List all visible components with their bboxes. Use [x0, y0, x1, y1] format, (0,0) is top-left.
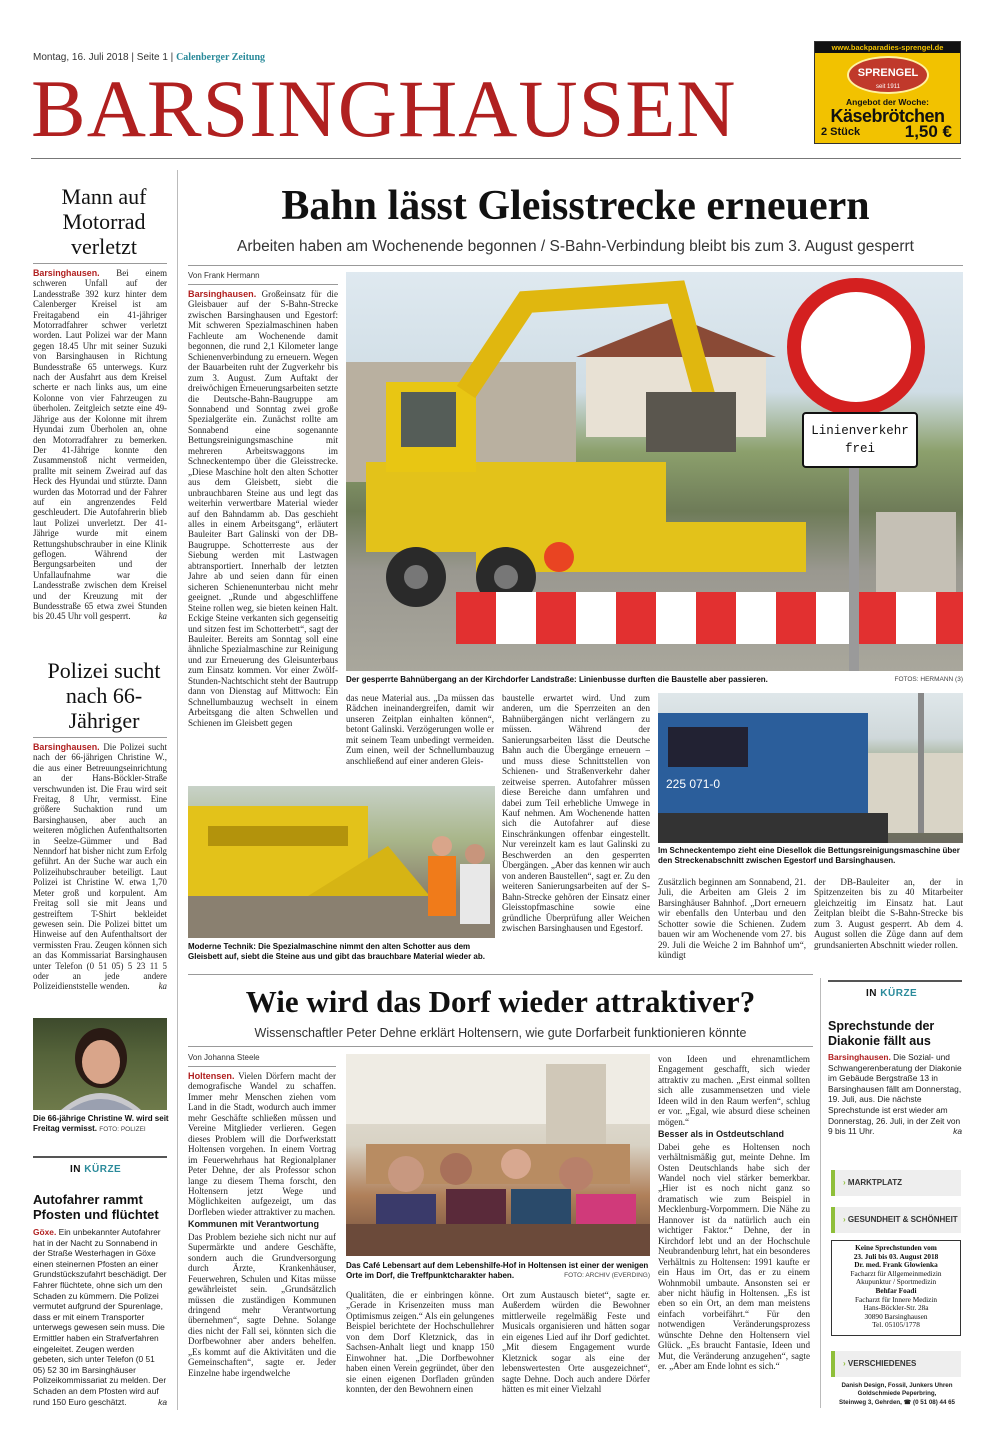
dateline — [33, 52, 265, 63]
sidebar-divider — [177, 170, 178, 1410]
sidebar-rule-1 — [33, 263, 167, 264]
machine-scene — [188, 786, 495, 938]
lead-main-credit: FOTOS: HERMANN (3) — [894, 676, 963, 683]
train-scene — [658, 693, 963, 843]
construction-scene — [346, 272, 963, 671]
second-author-rule — [188, 1066, 336, 1067]
doctor-ad-line7: Facharzt für Innere Medizin — [854, 1294, 938, 1304]
second-rule — [188, 1046, 813, 1047]
second-col1-subhead: Kommunen mit Verantwortung — [188, 1219, 320, 1230]
portrait-illustration — [33, 1018, 167, 1110]
lead-col3-text: baustelle erwartet wird. Und zum anderen, um die Sperrzeiten an den Bahnübergängen nicht verlängern zu müssen. Während der Sanierungsarbeiten lässt die Deutsche Bahn auch die Übergänge erneuern – und muss diese Schnittstellen von Schienen- und Straßenverkehr daher zeitweise sperren. Autofahrer müssen diese Bereiche dann umfahren und dabei zum Teil erhebliche Umwege in Kauf nehmen. Am Wochenende hatten sich die Autofahrer auf diese Einschränkungen offenbar eingestellt. Nur vereinzelt kam es laut Galinski zu Beschwerden an den gesperrten Übergängen. „Aber das kennen wir auch von anderen Baustellen“, sagt er. Zu den weiteren Sanierungsarbeiten auf der S-Bahn-Strecke gehören der Einsatz einer Gleisstopfmaschine sowie eine gründliche Überprüfung aller Weichen zwischen Barsinghausen und Egestorf. — [502, 693, 650, 933]
lead-machine-photo — [188, 786, 495, 938]
doctor-ad-line1: Keine Sprechstunden vom — [855, 1243, 937, 1252]
left-kurz-rule-top — [33, 1156, 167, 1158]
second-col2 — [346, 1290, 494, 1410]
second-col2-text: Qualitäten, die er einbringen könne. „Gerade in Krisenzeiten muss man Optimismus zeigen.“ Als ein gelungenes Beispiel berichtete der Hochschullehrer von dem Dorf Kletznick, das in Sachsen-Anhalt liegt und knapp 150 Einwohner hat. „Die Dorfbewohner haben einen Verein gegründet, über den sie einen eigenen Dorfladen gründen konnten, der den Bewohnern einen — [346, 1290, 494, 1395]
sidebar-story-1-dateline: Barsinghausen. — [33, 268, 100, 278]
bakery-brand: SPRENGEL — [857, 67, 919, 79]
doctor-ad-line9: 30890 Barsinghausen — [864, 1311, 928, 1321]
doctor-ad-line2: 23. Juli bis 03. August 2018 — [853, 1251, 939, 1261]
missing-woman-caption-text: Die 66-jährige Christine W. wird seit Freitag vermisst. — [33, 1114, 169, 1133]
jeweler-ad[interactable] — [831, 1382, 963, 1407]
gesundheit-label: GESUNDHEIT & SCHÖNHEIT — [847, 1215, 958, 1224]
lead-main-caption-text: Der gesperrte Bahnübergang an der Kirchdorfer Landstraße: Linienbusse durften die Baustelle aber passieren. — [346, 675, 768, 684]
lead-col4-text: Zusätzlich beginnen am Sonnabend, 21. Juli, die Arbeiten am Gleis 2 im Barsinghäuser Bahnhof. „Dort erneuern wir ebenfalls den Unterbau und den Schotter sowie die Schienen. Zudem bauen wir am Wochenende vom 27. bis 29. Juli die Weiche 2 im Bahnhof um“, kündigt — [658, 877, 806, 961]
lead-main-caption — [346, 675, 963, 685]
jeweler-ad-line1: Danish Design, Fossil, Junkers Uhren — [841, 1382, 953, 1389]
lead-author: Von Frank Hermann — [188, 271, 260, 280]
sidebar-story-2-sig: ka — [158, 981, 167, 992]
route-sign-line2: frei — [844, 442, 875, 456]
doctor-ad-line3: Dr. med. Frank Glowienka — [854, 1260, 938, 1270]
cafe-scene — [346, 1054, 650, 1256]
second-col1-text: Vielen Dörfern macht der demografische Wandel zu schaffen. Immer mehr Menschen ziehen vom Land in die Stadt, wodurch auch immer mehr Geschäfte schließen müssen und Vereine Mitglieder verlieren. Gegen dieses Problem will die Dorfwerkstatt Holtensen vorgehen. In einem Vortrag im Feuerwehrhaus hat Regionalplaner Peter Dehne, der als Professor schon lange zu diesem Thema forscht, den Holtensern jetzt Wege und Möglichkeiten aufgezeigt, um das Dorfleben wieder attraktiver zu machen. — [188, 1071, 336, 1217]
in-kuerze-left-label — [70, 1164, 121, 1175]
second-col4 — [658, 1054, 810, 1410]
ad-price: 1,50 € — [904, 122, 952, 141]
lead-dateline: Barsinghausen. — [188, 289, 257, 299]
marktplatz-arrow-icon: › — [843, 1178, 846, 1187]
lead-col1-text: Großeinsatz für die Gleisbauer auf der S-Bahn-Strecke zwischen Barsinghausen und Egestorf: Mit schweren Spezialmaschinen haben Fachleute am Wochenende damit begonnen, die rund 2,1 Kilometer lange Schienenverbindung zu erneuern. Wegen der Bauarbeiten ruht der Zugverkehr bis zum 3. August. Zum Auftakt der dreiwöchigen Erneuerungsarbeiten setzte die Deutsche-Bahn-Baugruppe am Sonnabend und Sonntag zwei große Spezialgeräte ein. Zunächst rollte am Sonnabend eine sogenannte Bettungsreinigungsmaschine mit mehreren Arbeitswaggons im Schneckentempo über die Gleisstrecke. „Diese Maschine holt den alten Schotter aus dem Gleisbett, siebt die unbrauchbaren Steine aus und legt das weiterhin verwertbare Material wieder auf den Bahndamm ab. Das geschieht alles in einem Arbeitsgang“, erläutert Bauleiter Bart Galinski von der DB-Baugruppe. Schotterreste aus der Siebung werden mit Lastwagen abtransportiert. Innerhalb der letzten Jahre ab und seien dann für einen sicheren Schienenunterbau nicht mehr geeignet. „Runde und abgeschliffene Steine rollen weg, sie bieten keinen Halt. Eckige Steine verkanten sich gegenseitig und sitzen fest im Schotterbett“, sagt der Bauleiter. Bereits am Sonntag soll eine ähnliche Spezialmaschine zur Reinigung und zur Erneuerung des Gleisunterbaus zum Einsatz kommen. Vor einer Zwölf-Stunden-Nachtschicht steht der Bautrupp dann von Dienstag auf Mittwoch: Ein Schnellumbauzug wechselt in einem Arbeitsgang die alten Schwellen und Schienen im Gleisbett gegen — [188, 289, 338, 728]
doctor-ad-line8: Hans-Böckler-Str. 28a — [863, 1303, 929, 1313]
lead-col3 — [502, 693, 650, 963]
right-kurz-rule-top — [828, 980, 962, 982]
lead-train-caption: Im Schneckentempo zieht eine Diesellok die Bettungsreinigungsmaschine über den Streckenabschnitt zwischen Egestorf und Barsinghausen. — [658, 846, 960, 865]
in-kuerze-right-label — [866, 988, 917, 999]
in-kuerze-left-in: IN — [70, 1164, 81, 1175]
second-headline: Wie wird das Dorf wieder attraktiver? — [245, 984, 756, 1019]
verschiedenes-label: VERSCHIEDENES — [847, 1359, 917, 1368]
in-kuerze-right-k: KÜRZE — [880, 988, 918, 999]
sidebar-headline-2: Polizei sucht nach 66-Jähriger — [47, 658, 161, 733]
lead-col5 — [814, 877, 963, 963]
in-kuerze-right-in: IN — [866, 988, 877, 999]
sidebar-headline-1: Mann auf Motorrad verletzt — [61, 184, 147, 259]
in-kuerze-right-text — [828, 1052, 962, 1142]
header-rule — [31, 158, 961, 159]
second-col4-subhead: Besser als in Ostdeutschland — [658, 1129, 785, 1140]
in-kuerze-left-title: Autofahrer rammt Pfosten und flüchtet — [33, 1192, 159, 1222]
gesundheit-arrow-icon: › — [843, 1215, 846, 1224]
ad-url: www.backparadies-sprengel.de — [815, 42, 960, 53]
doctor-ad-line4: Facharzt für Allgemeinmedizin — [850, 1268, 942, 1278]
second-col4-text: von Ideen und ehrenamtlichem Engagement geschafft, sich wieder attraktiv zu machen. „Erst einmal sollten sich alle zusammensetzen und viele Ideen wild in den Raum werfen“, schlug er vor. „Egal, wie absurd diese scheinen mögen.“ — [658, 1054, 810, 1127]
route-sign-line1: Linienverkehr — [811, 424, 909, 438]
route-sign — [802, 412, 918, 468]
second-author: Von Johanna Steele — [188, 1053, 260, 1062]
sidebar-story-2-text — [33, 742, 167, 1014]
in-kuerze-left-dateline: Göxe. — [33, 1227, 57, 1237]
lead-col1 — [188, 289, 338, 783]
second-col1-text2: Das Problem beziehe sich nicht nur auf Supermärkte und andere Geschäfte, sondern auch die Grundversorgung durch Ärzte, Krankenhäuser, Feuerwehren, Schulen und Kitas müsse gewährleistet sein. „Grundsätzlich müssen die zuständigen Kommunen dringend mehr Verantwortung übernehmen“, sagte Dehne. Solange dies nicht der Fall sei, könnten sich die Dorfbewohner aber anders behelfen. „Es kommt auf die Aktivitäten und die Gemeinschaften“, sagte er. Jeder Einzelne habe irgendwelche — [188, 1231, 336, 1378]
sidebar-story-2-dateline: Barsinghausen. — [33, 742, 100, 752]
lead-subheadline: Arbeiten haben am Wochenende begonnen / S-Bahn-Verbindung bleibt bis zum 3. August gesperrt — [236, 238, 914, 255]
lead-train-photo — [658, 693, 963, 843]
ad-quantity: 2 Stück — [821, 126, 861, 138]
ad-offer-label: Angebot der Woche: — [846, 97, 929, 107]
bakery-logo — [847, 56, 929, 94]
second-col3 — [502, 1290, 650, 1410]
second-subheadline: Wissenschaftler Peter Dehne erklärt Holtensern, wie gute Dorfarbeit funktionieren könnte — [254, 1026, 747, 1040]
sidebar-story-2-body: Die Polizei sucht nach der 66-jährigen Christine W., die aus einer Betreuungseinrichtung an der Hans-Böckler-Straße verschwunden ist. Die Frau wird seit Freitag, 8 Uhr, vermisst. Eine größere Suchaktion rund um Barsinghausen, aber auch an weiteren möglichen Aufenthaltsorten in Seelze-Gümmer und Bad Nenndorf hat bisher nicht zum Erfolg geführt. An der Suche war auch ein Polizeihubschrauber beteiligt. Laut Polizei ist Christine W. etwa 1,70 Meter groß und korpulent. Am Freitag soll sie mit Jeans und gestreiftem T-Shirt bekleidet gewesen sein. Die Polizei bittet um Hinweise auf den Aufenthaltsort der vermissten Frau. Zeugen können sich an das Kommissariat Barsinghausen unter Telefon (0 51 05) 5 23 11 5 oder an jede andere Polizeidienststelle wenden. — [33, 742, 167, 992]
second-dateline: Holtensen. — [188, 1071, 235, 1081]
issue-date: Montag, 16. Juli 2018 | Seite 1 | — [33, 52, 174, 63]
marktplatz-link[interactable] — [831, 1170, 961, 1196]
lead-col2 — [346, 693, 494, 779]
masthead: BARSINGHAUSEN — [31, 63, 737, 154]
bakery-since: seit 1911 — [876, 84, 900, 90]
lead-rule — [188, 265, 963, 266]
in-kuerze-left-k: KÜRZE — [84, 1164, 122, 1175]
sidebar-rule-2 — [33, 737, 167, 738]
missing-woman-photo — [33, 1018, 167, 1110]
doctor-ad-line6: Behfar Foadi — [875, 1285, 917, 1295]
cafe-caption-text: Das Café Lebensart auf dem Lebenshilfe-Hof in Holtensen ist einer der wenigen Orte im Dorf, die Treffpunktcharakter haben. — [346, 1261, 649, 1280]
in-kuerze-left-text — [33, 1227, 167, 1409]
paper-name: Calenberger Zeitung — [176, 52, 266, 63]
verschiedenes-link[interactable] — [831, 1351, 961, 1377]
sidebar-story-1-sig: ka — [158, 611, 167, 622]
lead-machine-caption: Moderne Technik: Die Spezialmaschine nimmt den alten Schotter aus dem Gleisbett auf, siebt die Steine aus und gibt das brauchbare Material wieder ab. — [188, 942, 485, 961]
in-kuerze-left-body: Ein unbekannter Autofahrer hat in der Nacht zu Sonnabend in der Straße Westerhagen in Göxe einen steinernen Pfosten an einer Grundstückszufahrt beschädigt. Der Fahrer flüchtete, ohne sich um den Schaden zu kümmern. Die Polizei vermutet aufgrund der Spurenlage, dass er mit einem Transporter unterwegs gewesen sein muss. Die Ermittler haben ein Strafverfahren eingeleitet. Zeugen werden gebeten, sich unter Telefon (0 51 05) 52 30 im Barsinghäuser Polizeikommissariat zu melden. Der Schaden an dem Pfosten wird auf rund 150 Euro geschätzt. — [33, 1227, 167, 1407]
in-kuerze-right-title: Sprechstunde der Diakonie fällt aus — [828, 1019, 935, 1048]
doctor-ad-line10: Tel. 05105/1778 — [872, 1320, 920, 1330]
right-column-divider — [820, 978, 821, 1408]
doctor-ad-line5: Akupunktur / Sportmedizin — [855, 1277, 937, 1287]
missing-woman-credit: FOTO: POLIZEI — [99, 1126, 146, 1133]
marktplatz-label: MARKTPLATZ — [847, 1178, 902, 1187]
doctor-ad[interactable] — [831, 1240, 961, 1336]
in-kuerze-right-body: Die Sozial- und Schwangerenberatung der Diakonie im Gebäude Bergstraße 13 in Barsinghausen fällt am Donnerstag, 19. Juli, aus. Die nächste Sprechstunde ist erst wieder am Donnerstag, 26. Juli, in der Zeit von 9 bis 11 Uhr. — [828, 1052, 962, 1137]
sidebar-story-1-body: Bei einem schweren Unfall auf der Landesstraße 392 kurz hinter dem Calenberger Kreisel ist am Freitagabend ein 41-jähriger Motorradfahrer schwer verletzt worden. Laut Polizei war der Mann gegen 18.45 Uhr mit seiner Suzuki von Barsinghausen in Richtung Bundesstraße 65 unterwegs. Kurz nach der Ausfahrt aus dem Kreisel scherte er nach links aus, um eine Kolonne von vier Fahrzeugen zu überholen. Zeitgleich setzte eine 49-Jährige aus der Kolonne mit ihrem Hyundai zum Überholen an, ohne den Motorradfahrer zu bemerken. Der 41-Jährige konnte den Zusammenstoß nicht vermeiden, prallte mit seinem Zweirad auf das Heck des Hyundai und stürzte. Dann wurden das Motorrad und der Fahrer auf ein angrenzendes Feld geschleudert. Die Autofahrerin blieb laut Polizei unverletzt. Der 41-Jährige wurde mit einem Rettungshubschrauber in eine Klinik geflogen. Während der Bergungsarbeiten und der Unfallaufnahme war die Landesstraße zwischen dem Kreisel und der Kreuzung mit der Bundesstraße 65 etwa zwei Stunden bis 20.45 Uhr voll gesperrt. — [33, 268, 167, 622]
ad-product: Käsebrötchen — [830, 106, 945, 126]
in-kuerze-right-sig: ka — [953, 1126, 962, 1137]
lead-author-rule — [188, 284, 338, 285]
cafe-credit: FOTO: ARCHIV (EVERDING) — [564, 1272, 650, 1279]
in-kuerze-right-dateline: Barsinghausen. — [828, 1052, 891, 1062]
cafe-photo — [346, 1054, 650, 1256]
in-kuerze-left-sig: ka — [158, 1396, 167, 1407]
sidebar-story-1-text — [33, 268, 167, 632]
jeweler-ad-line2: Goldschmiede Peperbring, — [857, 1390, 937, 1398]
second-col1 — [188, 1071, 336, 1411]
lead-col4 — [658, 877, 806, 963]
lead-headline: Bahn lässt Gleisstrecke erneuern — [281, 183, 870, 229]
lead-col2-text: das neue Material aus. „Da müssen das Rädchen ineinandergreifen, damit wir unseren Zeitplan einhalten können“, betont Galinski. Verzögerungen wolle er mit seinem Team unbedingt vermeiden. Zum einen, weil der Schnellumbauzug anschließend auf einer anderen Gleis- — [346, 693, 494, 766]
bakery-ad[interactable] — [814, 41, 961, 144]
jeweler-ad-line3: Steinweg 3, Gehrden, ☎ (0 51 08) 44 65 — [838, 1398, 956, 1406]
lead-main-photo — [346, 272, 963, 671]
cafe-caption — [346, 1261, 650, 1281]
second-col3-text: Ort zum Austausch bietet“, sagte er. Außerdem würden die Bewohner mittlerweile regelmäßig Feste und Musicals organisieren und hätten sogar ein eigenes Lied auf ihr Dorf gedichtet. „Mit diesem Engagement wurde Kletznick sogar als eine der lebenswertesten Orte ausgezeichnet“, sagte Dehne. Doch auch andere Dörfer hätten es mit einer Vielzahl — [502, 1290, 650, 1395]
lead-col5-text: der DB-Bauleiter an, der in Spitzenzeiten bis zu 40 Mitarbeiter gleichzeitig im Einsatz hat. Laut Zeitplan bleibt die S-Bahn-Strecke bis zum 3. August gesperrt. Ab dem 4. August sollen die Züge dann auf dem grundsanierten Abschnitt wieder rollen. — [814, 877, 963, 950]
verschiedenes-arrow-icon: › — [843, 1359, 846, 1368]
second-col4-text2: Dabei gehe es Holtensen noch verhältnismäßig gut, meinte Dehne. Im Osten Deutschlands habe sich der Wandel noch viel stärker bemerkbar. „Hier ist es noch nicht ganz so dramatisch wie zum Beispiel in Mecklenburg-Vorpommern. Die Nähe zu Hannover ist da natürlich auch ein wichtiger Faktor.“ Dehne, der in Kirchdorf lebt und an der Hochschule Neubrandenburg lehrt, hat ein besonderes Verhältnis zu Holtensen: 1991 kaufte er ein Haus im Ort, das er zu einem Wohnmobil umbaute. Ansonsten sei er aber nicht häufig in Holtensen. „Es ist eben so ein Ort, an dem man meistens einfach vorbeifährt.“ Für den notwendigen Veränderungsprozess wünschte Dehne den Holtensern viel Glück. „Es braucht Fantasie, Ideen und Mut, die Veränderung anzugehen“, sagte er. „Aber am Ende lohnt es sich.“ — [658, 1141, 810, 1372]
gesundheit-link[interactable] — [831, 1207, 961, 1233]
loco-number: 225 071-0 — [666, 777, 721, 791]
missing-woman-caption — [33, 1114, 169, 1135]
mid-page-rule — [188, 974, 813, 975]
